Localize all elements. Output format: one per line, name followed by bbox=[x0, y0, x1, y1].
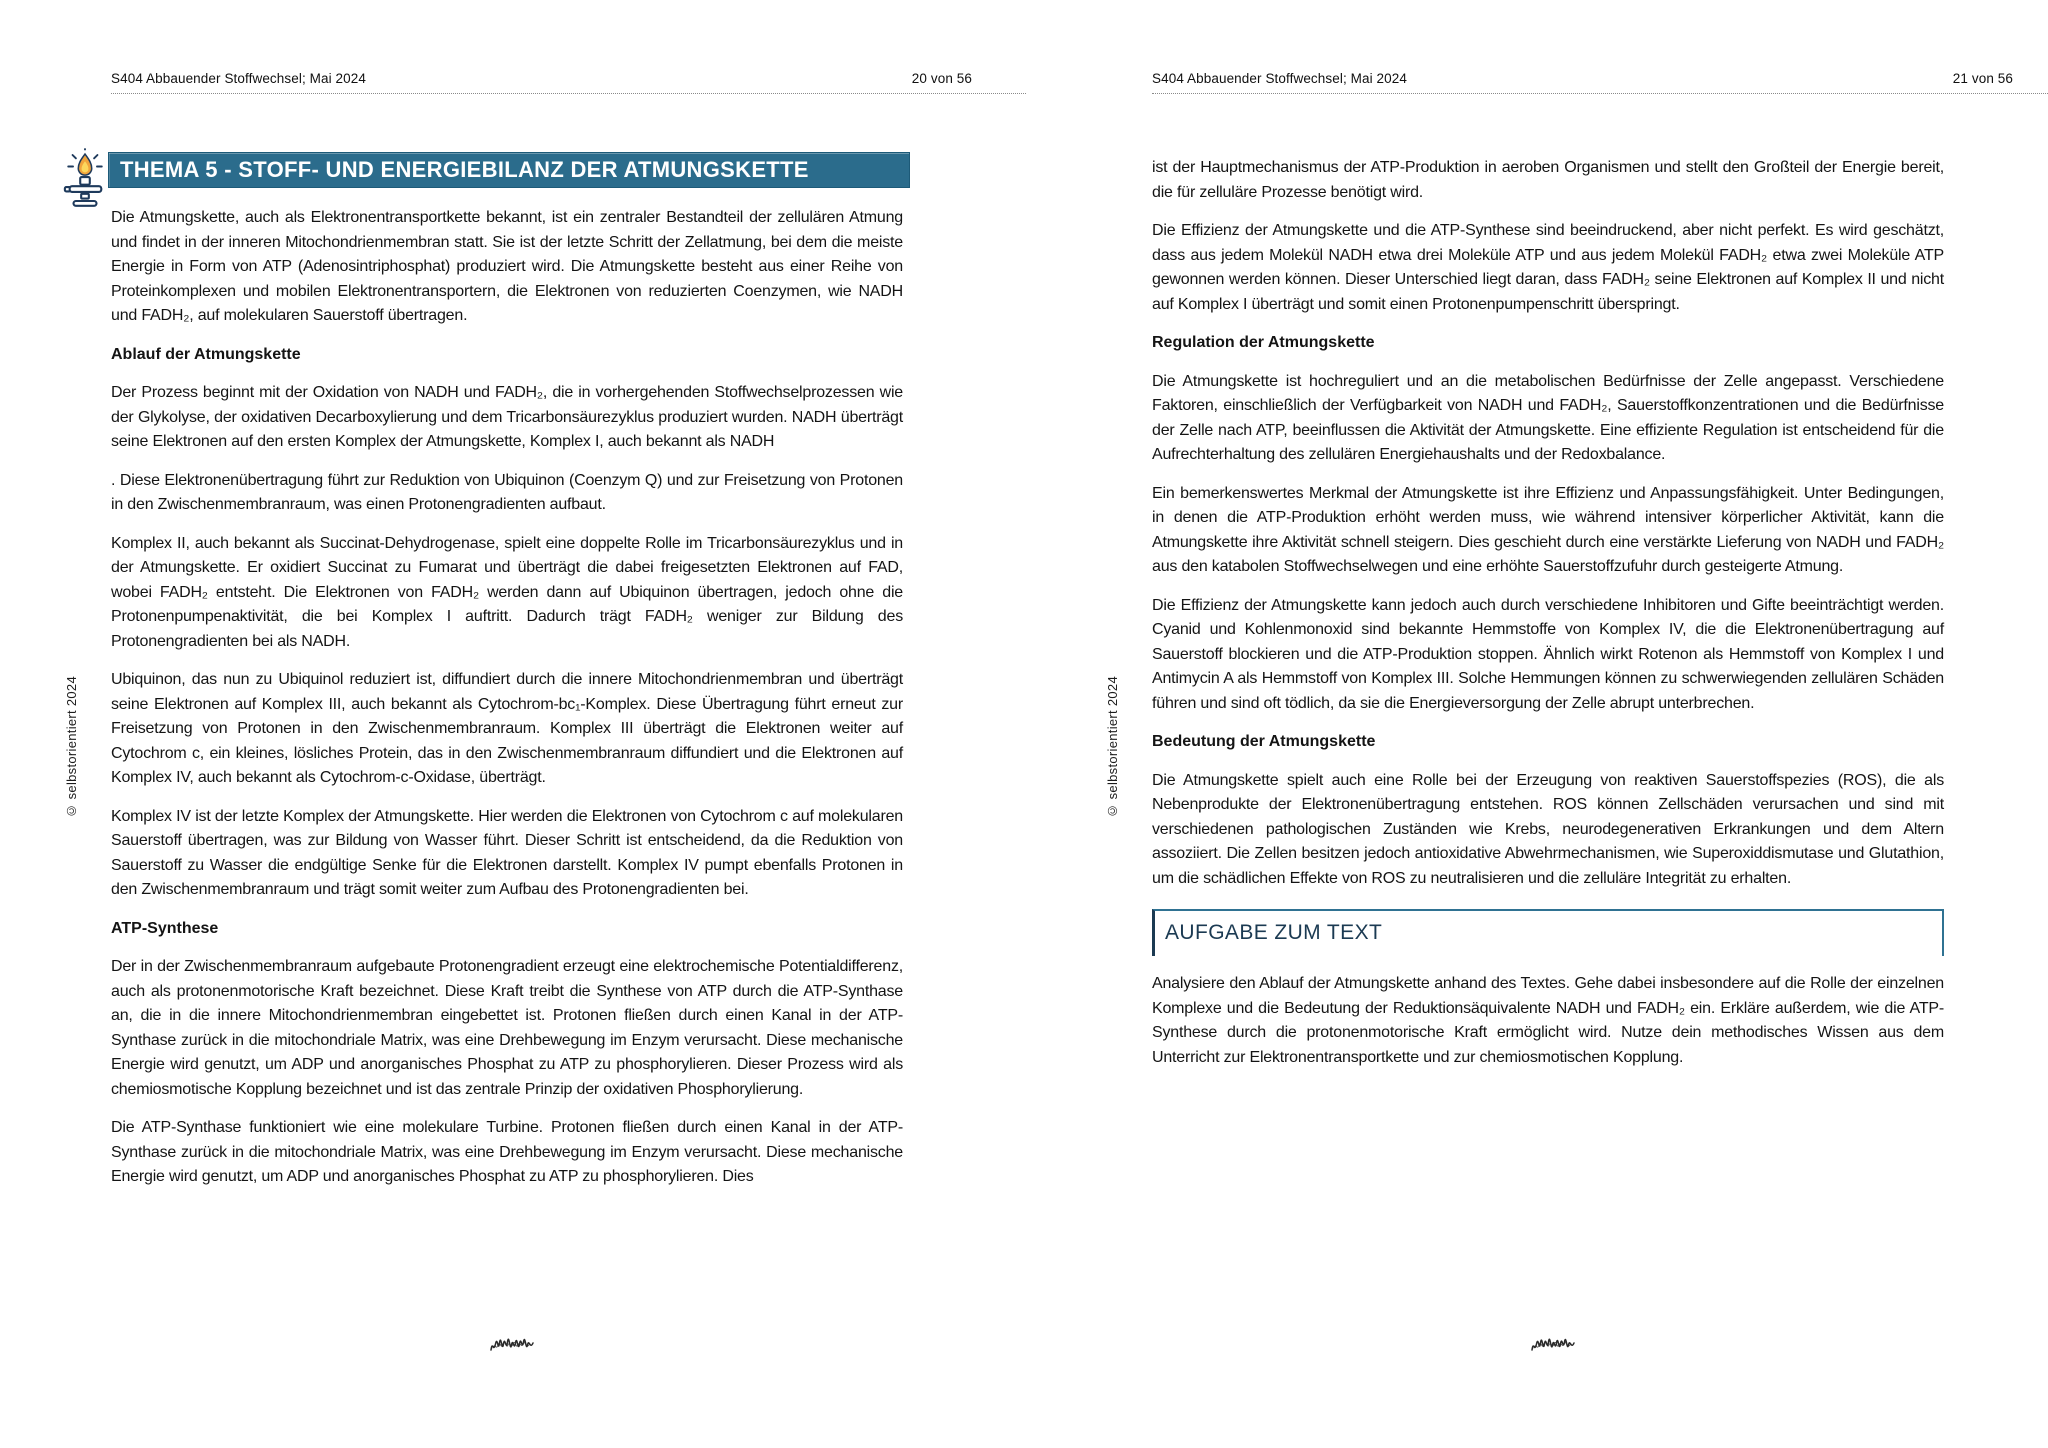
signature-scribble-icon bbox=[489, 1336, 535, 1356]
paragraph: Komplex II, auch bekannt als Succinat-Dehydrogenase, spielt eine doppelte Rolle im Tricarbonsäurezyklus und in der Atmungskette. Er oxidiert Succinat zu Fumarat und überträgt die dabei freigesetzten Elektronen auf FAD, wobei FADH₂ entsteht. Die Elektronen von FADH₂ werden dann auf Ubiquinon übertragen, jedoch ohne die Protonenpumpenaktivität, die bei Komplex I auftritt. Dadurch trägt FADH₂ weniger zur Bildung des Protonengradienten bei als NADH. bbox=[111, 534, 903, 650]
paragraph: Der Prozess beginnt mit der Oxidation von NADH und FADH₂, die in vorhergehenden Stoffwechselprozessen wie der Glykolyse, der oxidativen Decarboxylierung und dem Tricarbonsäurezyklus produziert wurden. NADH überträgt seine Elektronen auf den ersten Komplex der Atmungskette, Komplex I, auch bekannt als NADH bbox=[111, 384, 903, 450]
section-heading: Regulation der Atmungskette bbox=[1152, 334, 1375, 351]
page-20-body bbox=[111, 206, 903, 1204]
task-box-title: AUFGABE ZUM TEXT bbox=[1165, 921, 1383, 945]
section-heading: ATP-Synthese bbox=[111, 919, 219, 937]
paragraph: Die Atmungskette ist hochreguliert und an die metabolischen Bedürfnisse der Zelle angepasst. Verschiedene Faktoren, einschließlich der Verfügbarkeit von NADH und FADH₂, Sauerstoffkonzentrationen und die Bedürfnisse der Zelle nach ATP, beeinflussen die Aktivität der Atmungskette. Eine effiziente Regulation ist entscheidend für die Aufrechterhaltung des zellulären Energiehaushalts und der Redoxbalance. bbox=[1152, 372, 1944, 463]
paragraph: Die Atmungskette spielt auch eine Rolle bei der Erzeugung von reaktiven Sauerstoffspezies (ROS), die als Nebenprodukte der Elektronenübertragung entstehen. ROS können Zellschäden verursachen und sind mit verschiedenen pathologischen Zuständen wie Krebs, neurodegenerativen Erkrankungen und dem Altern assoziiert. Die Zellen besitzen jedoch antioxidative Abwehrmechanismen, wie Superoxiddismutase und Glutathion, um die schädlichen Effekte von ROS zu neutralisieren und die zelluläre Integrität zu erhalten. bbox=[1152, 771, 1944, 887]
task-box bbox=[1152, 909, 1944, 956]
copyright-side-note: © selbstorientiert 2024 bbox=[1105, 676, 1120, 819]
paragraph: Die Atmungskette, auch als Elektronentransportkette bekannt, ist ein zentraler Bestandteil der zellulären Atmung und findet in der inneren Mitochondrienmembran statt. Sie ist der letzte Schritt der Zellatmung, bei dem die meiste Energie in Form von ATP (Adenosintriphosphat) produziert wird. Die Atmungskette besteht aus einer Reihe von Proteinkomplexen und mobilen Elektronentransportern, die Elektronen von reduzierten Coenzymen, wie NADH und FADH₂, auf molekularen Sauerstoff übertragen. bbox=[111, 209, 903, 324]
page-21 bbox=[1041, 0, 2048, 1448]
paragraph: Die Effizienz der Atmungskette kann jedoch auch durch verschiedene Inhibitoren und Gifte beeinträchtigt werden. Cyanid und Kohlenmonoxid sind bekannte Hemmstoffe von Komplex IV, die die Elektronenübertragung auf Sauerstoff blockieren und die ATP-Produktion stoppen. Ähnlich wirkt Rotenon als Hemmstoff von Komplex I und Antimycin A als Hemmstoff von Komplex III. Solche Hemmungen können zu schwerwiegenden zellulären Schäden führen und sind oft tödlich, da sie die Energieversorgung der Zelle abrupt unterbrechen. bbox=[1152, 596, 1944, 712]
running-head-title: S404 Abbauender Stoffwechsel; Mai 2024 bbox=[111, 71, 366, 86]
thema-banner-title: THEMA 5 - STOFF- UND ENERGIEBILANZ DER ATMUNGSKETTE bbox=[120, 157, 809, 182]
paragraph: Komplex IV ist der letzte Komplex der Atmungskette. Hier werden die Elektronen von Cytochrom c auf molekularen Sauerstoff übertragen, was zur Bildung von Wasser führt. Dieser Schritt ist entscheidend, da die Reduktion von Sauerstoff zu Wasser die endgültige Senke für die Elektronen darstellt. Komplex IV pumpt ebenfalls Protonen in den Zwischenmembranraum und trägt somit weiter zum Aufbau des Protonengradienten bei. bbox=[111, 807, 903, 898]
paragraph: ist der Hauptmechanismus der ATP-Produktion in aeroben Organismen und stellt den Großteil der Energie bereit, die für zelluläre Prozesse benötigt wird. bbox=[1152, 159, 1944, 201]
paragraph: Analysiere den Ablauf der Atmungskette anhand des Textes. Gehe dabei insbesondere auf die Rolle der einzelnen Komplexe und die Bedeutung der Reduktionsäquivalente NADH und FADH₂ ein. Erkläre außerdem, wie die ATP-Synthese durch die protonenmotorische Kraft ermöglicht wird. Nutze dein methodisches Wissen aus dem Unterricht zur Elektronentransportkette und zur chemiosmotischen Kopplung. bbox=[1152, 975, 1944, 1066]
running-head bbox=[1152, 71, 2013, 86]
paragraph: Die Effizienz der Atmungskette und die ATP-Synthese sind beeindruckend, aber nicht perfekt. Es wird geschätzt, dass aus jedem Molekül NADH etwa drei Moleküle ATP und aus jedem Molekül FADH₂ etwa zwei Moleküle ATP gewonnen werden können. Dieser Unterschied liegt daran, dass FADH₂ seine Elektronen auf Komplex II und nicht auf Komplex I überträgt und somit einen Protonenpumpenschritt überspringt. bbox=[1152, 222, 1944, 313]
page-21-body bbox=[1152, 156, 1944, 1084]
signature-scribble-icon bbox=[1530, 1336, 1576, 1356]
running-head-title: S404 Abbauender Stoffwechsel; Mai 2024 bbox=[1152, 71, 1407, 86]
running-head bbox=[111, 71, 972, 86]
page-number: 21 von 56 bbox=[1952, 71, 2013, 86]
candle-icon bbox=[62, 148, 108, 208]
thema-banner bbox=[108, 152, 910, 188]
paragraph: . Diese Elektronenübertragung führt zur Reduktion von Ubiquinon (Coenzym Q) und zur Freisetzung von Protonen in den Zwischenmembranraum, was einen Protonengradienten aufbaut. bbox=[111, 471, 903, 513]
running-head-rule bbox=[111, 93, 1026, 94]
running-head-rule bbox=[1152, 93, 2048, 94]
section-heading: Bedeutung der Atmungskette bbox=[1152, 733, 1376, 750]
paragraph: Ubiquinon, das nun zu Ubiquinol reduziert ist, diffundiert durch die innere Mitochondrienmembran und überträgt seine Elektronen auf Komplex III, auch bekannt als Cytochrom-bc₁-Komplex. Diese Übertragung führt erneut zur Freisetzung von Protonen in den Zwischenmembranraum. Komplex III überträgt die Elektronen weiter auf Cytochrom c, ein kleines, lösliches Protein, das in den Zwischenmembranraum diffundiert und die Elektronen auf Komplex IV, auch bekannt als Cytochrom-c-Oxidase, überträgt. bbox=[111, 671, 903, 786]
page-number: 20 von 56 bbox=[911, 71, 972, 86]
section-heading: Ablauf der Atmungskette bbox=[111, 345, 301, 363]
paragraph: Ein bemerkenswertes Merkmal der Atmungskette ist ihre Effizienz und Anpassungsfähigkeit. Unter Bedingungen, in denen die ATP-Produktion erhöht werden muss, wie während intensiver körperlicher Aktivität, kann die Atmungskette ihre Aktivität schnell steigern. Dies geschieht durch eine verstärkte Lieferung von NADH und FADH₂ aus den katabolen Stoffwechselwegen und eine erhöhte Sauerstoffzufuhr durch gesteigerte Atmung. bbox=[1152, 484, 1944, 575]
paragraph: Die ATP-Synthase funktioniert wie eine molekulare Turbine. Protonen fließen durch einen Kanal in der ATP-Synthase zurück in die mitochondriale Matrix, was eine Drehbewegung im Enzym verursacht. Diese mechanische Energie wird genutzt, um ADP und anorganisches Phosphat zu ATP zu phosphorylieren. Dies bbox=[111, 1119, 903, 1185]
copyright-side-note: © selbstorientiert 2024 bbox=[64, 676, 79, 819]
paragraph: Der in der Zwischenmembranraum aufgebaute Protonengradient erzeugt eine elektrochemische Potentialdifferenz, auch als protonenmotorische Kraft bezeichnet. Diese Kraft treibt die Synthese von ATP durch die ATP-Synthase an, die in die innere Mitochondrienmembran eingebettet ist. Protonen fließen durch einen Kanal in der ATP-Synthase zurück in die mitochondriale Matrix, was eine Drehbewegung im Enzym verursacht. Diese mechanische Energie wird genutzt, um ADP und anorganisches Phosphat zu ATP zu phosphorylieren. Dieser Prozess wird als chemiosmotische Kopplung bezeichnet und ist das zentrale Prinzip der oxidativen Phosphorylierung. bbox=[111, 958, 903, 1098]
